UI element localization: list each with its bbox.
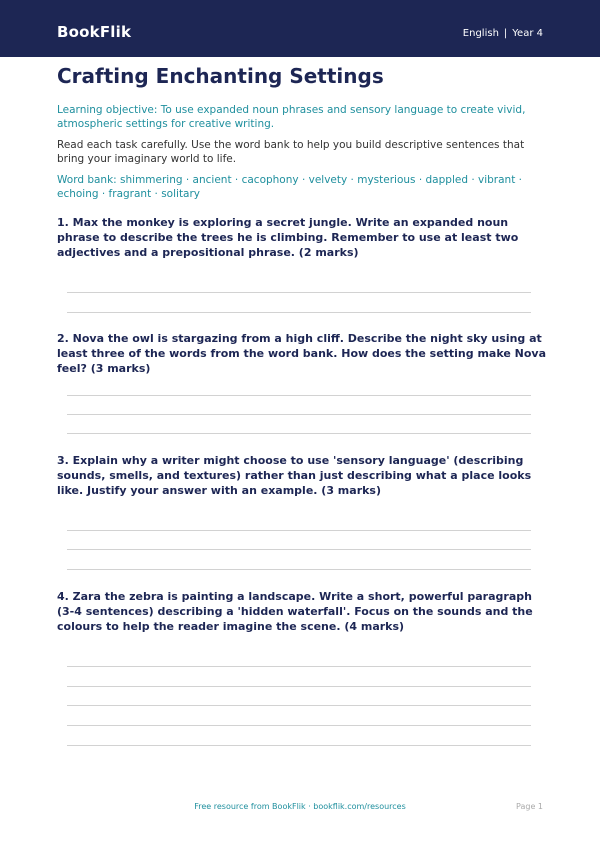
question-1: 1. Max the monkey is exploring a secret jungle. Write an expanded noun phrase to describe the trees he is climbing. Remember to use at least two adjectives and a prepositional phrase. (2 marks) [57, 216, 519, 259]
answer-line-q1-2[interactable] [67, 312, 531, 313]
brand-logo-text[interactable]: BookFlik [57, 23, 132, 41]
header-bar [0, 0, 600, 57]
question-3: 3. Explain why a writer might choose to use 'sensory language' (describing sounds, smells, and textures) rather than just describing what a place looks like. Justify your answer with an example. (3 marks) [57, 454, 532, 497]
answer-line-q2-2[interactable] [67, 414, 531, 415]
answer-line-q4-4[interactable] [67, 725, 531, 726]
page-number: Page 1 [516, 802, 543, 811]
answer-line-q2-1[interactable] [67, 395, 531, 396]
answer-line-q1-1[interactable] [67, 292, 531, 293]
meta-separator: | [503, 28, 508, 39]
answer-line-q3-1[interactable] [67, 530, 531, 531]
answer-line-q2-3[interactable] [67, 433, 531, 434]
year-label: Year 4 [512, 28, 543, 39]
subject-label: English [462, 28, 499, 39]
answer-line-q4-5[interactable] [67, 745, 531, 746]
question-4: 4. Zara the zebra is painting a landscape. Write a short, powerful paragraph (3-4 sentences) describing a 'hidden waterfall'. Focus on the sounds and the colours to help the reader imagine the scene. (4 marks) [57, 590, 533, 633]
answer-line-q3-2[interactable] [67, 549, 531, 550]
word-bank: Word bank: shimmering · ancient · cacophony · velvety · mysterious · dappled · vibrant · echoing · fragrant · solitary [57, 174, 522, 200]
answer-line-q4-3[interactable] [67, 705, 531, 706]
page-title: Crafting Enchanting Settings [57, 64, 384, 88]
subject-meta [463, 28, 543, 39]
answer-line-q4-2[interactable] [67, 686, 531, 687]
instructions-text: Read each task carefully. Use the word bank to help you build descriptive sentences that bring your imaginary world to life. [57, 139, 525, 165]
answer-line-q3-3[interactable] [67, 569, 531, 570]
question-2: 2. Nova the owl is stargazing from a high cliff. Describe the night sky using at least three of the words from the word bank. How does the setting make Nova feel? (3 marks) [57, 332, 547, 375]
answer-line-q4-1[interactable] [67, 666, 531, 667]
learning-objective: Learning objective: To use expanded noun phrases and sensory language to create vivid, atmospheric settings for creative writing. [57, 104, 526, 130]
footer-credit[interactable]: Free resource from BookFlik · bookflik.com/resources [194, 802, 406, 811]
